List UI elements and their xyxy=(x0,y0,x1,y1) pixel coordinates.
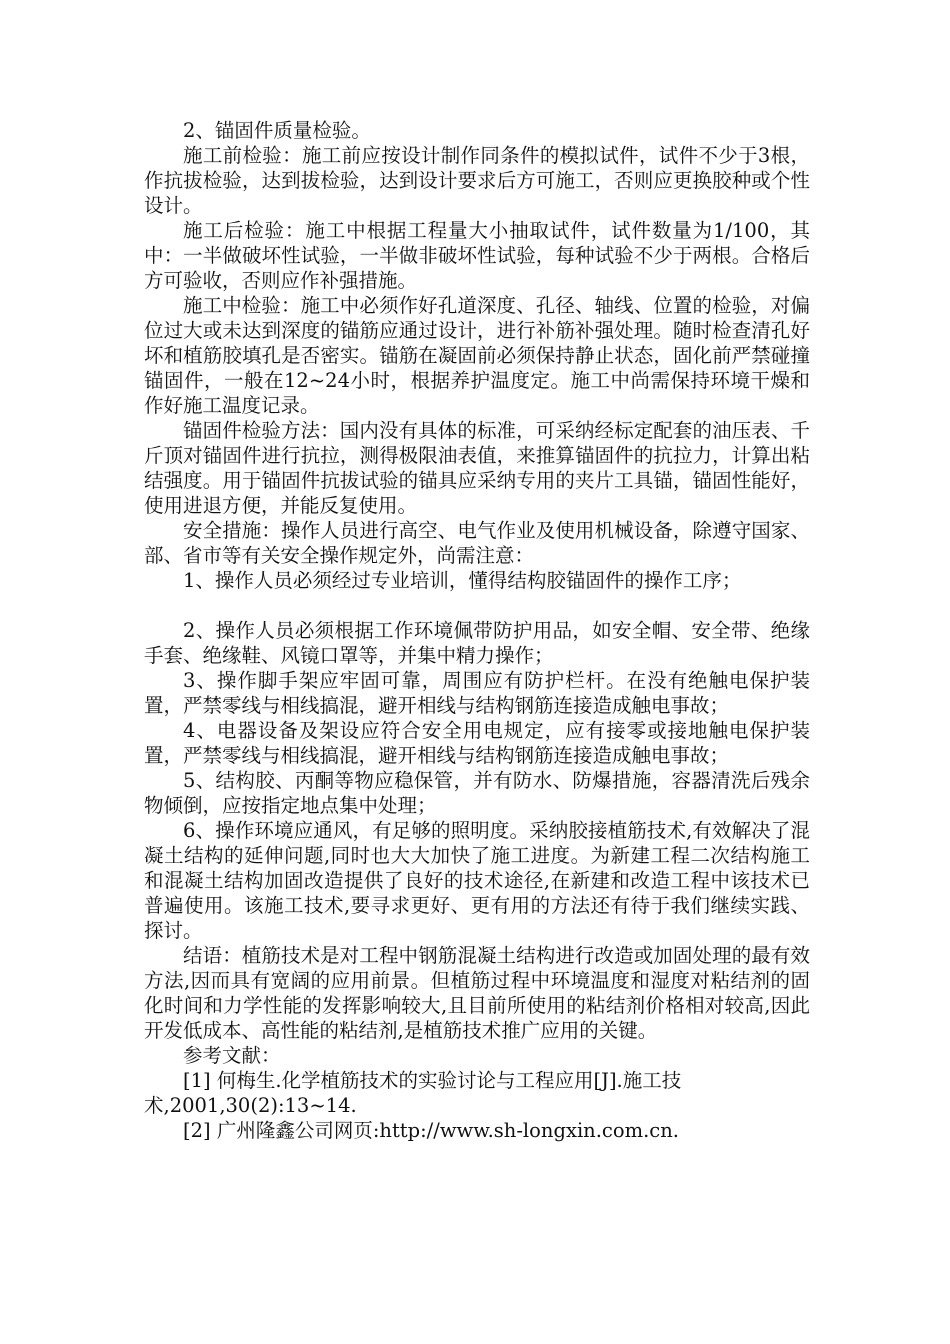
reference-item-1: [1] 何梅生.化学植筋技术的实验讨论与工程应用[J].施工技术,2001,30(2):13~14. xyxy=(144,1069,682,1117)
paragraph-inspection-method: 锚固件检验方法：国内没有具体的标准，可采纳经标定配套的油压表、千斤顶对锚固件进行抗拉，测得极限油表值，来推算锚固件的抗拉力，计算出粘结强度。用于锚固件抗拔试验的锚具应采纳专用的夹片工具锚，锚固性能好，使用进退方便，并能反复使用。 xyxy=(144,419,810,517)
paragraph-safety-measures: 安全措施：操作人员进行高空、电气作业及使用机械设备，除遵守国家、部、省市等有关安全操作规定外，尚需注意： xyxy=(144,519,810,567)
list-item-safety-6: 6、操作环境应通风，有足够的照明度。采纳胶接植筋技术,有效解决了混凝土结构的延伸问题,同时也大大加快了施工进度。为新建工程二次结构施工和混凝土结构加固改造提供了良好的技术途径,在新建和改造工程中该技术已普遍使用。该施工技术,要寻求更好、更有用的方法还有待于我们继续实践、探讨。 xyxy=(144,819,810,942)
paragraph-conclusion: 结语：植筋技术是对工程中钢筋混凝土结构进行改造或加固处理的最有效方法,因而具有宽阔的应用前景。但植筋过程中环境温度和湿度对粘结剂的固化时间和力学性能的发挥影响较大,且目前所使用的粘结剂价格相对较高,因此开发低成本、高性能的粘结剂,是植筋技术推广应用的关键。 xyxy=(144,944,810,1042)
reference-item-2: [2] 广州隆鑫公司网页:http://www.sh-longxin.com.cn. xyxy=(183,1119,679,1142)
references-heading: 参考文献： xyxy=(183,1044,281,1067)
paragraph-during-construction-inspection: 施工中检验：施工中必须作好孔道深度、孔径、轴线、位置的检验，对偏位过大或未达到深度的锚筋应通过设计，进行补筋补强处理。随时检查清孔好坏和植筋胶填孔是否密实。锚筋在凝固前必须保持静止状态，固化前严禁碰撞锚固件，一般在12~24小时，根据养护温度定。施工中尚需保持环境干燥和作好施工温度记录。 xyxy=(144,294,810,417)
list-item-safety-5: 5、结构胶、丙酮等物应稳保管，并有防水、防爆措施，容器清洗后残余物倾倒，应按指定地点集中处理； xyxy=(144,769,810,817)
paragraph-post-construction-inspection: 施工后检验：施工中根据工程量大小抽取试件，试件数量为1/100，其中：一半做破坏性试验，一半做非破坏性试验，每种试验不少于两根。合格后方可验收，否则应作补强措施。 xyxy=(144,219,810,292)
section-heading: 2、锚固件质量检验。 xyxy=(183,119,371,142)
list-item-safety-4: 4、电器设备及架设应符合安全用电规定，应有接零或接地触电保护装置，严禁零线与相线搞混，避开相线与结构钢筋连接造成触电事故； xyxy=(144,719,810,767)
list-item-safety-2: 2、操作人员必须根据工作环境佩带防护用品，如安全帽、安全带、绝缘手套、绝缘鞋、风镜口罩等，并集中精力操作； xyxy=(144,619,810,667)
blank-line xyxy=(144,593,810,618)
list-item-safety-3: 3、操作脚手架应牢固可靠，周围应有防护栏杆。在没有绝触电保护装置，严禁零线与相线搞混，避开相线与结构钢筋连接造成触电事故； xyxy=(144,669,810,717)
list-item-safety-1: 1、操作人员必须经过专业培训，懂得结构胶锚固件的操作工序； xyxy=(183,569,742,592)
paragraph-pre-construction-inspection: 施工前检验：施工前应按设计制作同条件的模拟试件，试件不少于3根，作抗拔检验，达到拔检验，达到设计要求后方可施工，否则应更换胶种或个性设计。 xyxy=(144,144,810,217)
